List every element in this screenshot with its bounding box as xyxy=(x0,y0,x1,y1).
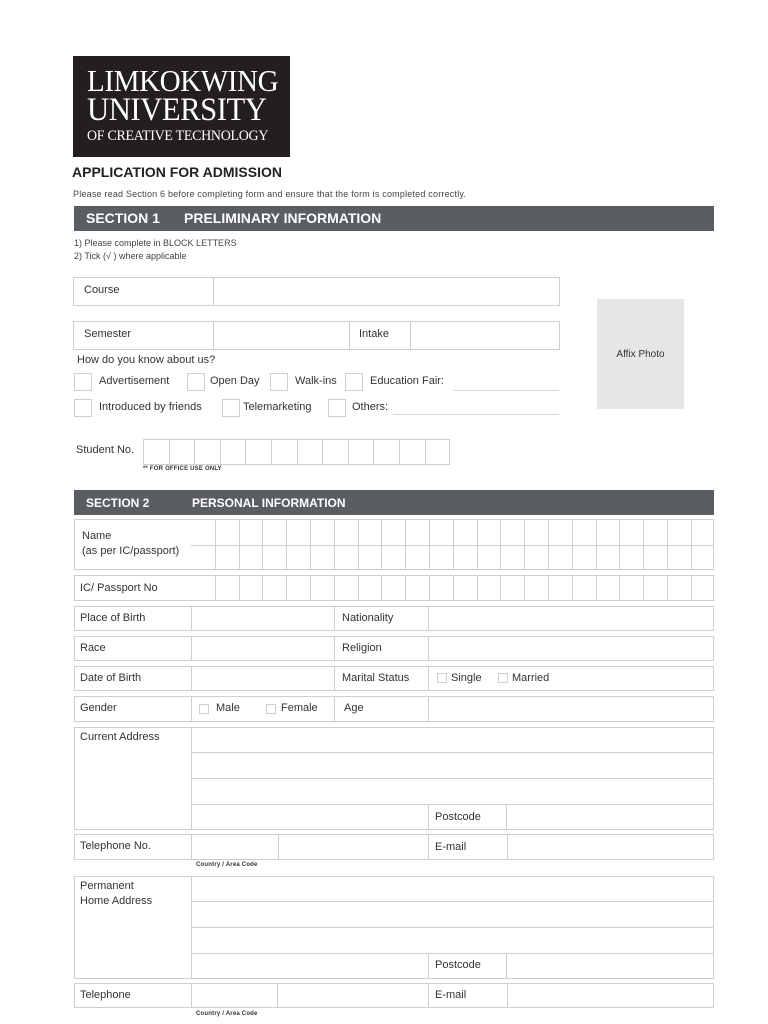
ic-cell-divider xyxy=(286,575,287,601)
ic-cell-divider xyxy=(572,575,573,601)
logo-line-1: LIMKOKWING xyxy=(87,63,279,98)
ic-cell-divider xyxy=(500,575,501,601)
ic-cell-divider xyxy=(524,575,525,601)
intake-label: Intake xyxy=(359,328,389,340)
email-label: E-mail xyxy=(435,841,467,853)
instruction-1: 1) Please complete in BLOCK LETTERS xyxy=(74,238,237,248)
male-label: Male xyxy=(216,702,240,714)
ic-cell-divider xyxy=(596,575,597,601)
friends-checkbox[interactable] xyxy=(74,399,92,417)
name-cell-divider xyxy=(548,519,549,570)
country-code-note: Country / Area Code xyxy=(196,862,258,868)
female-checkbox[interactable] xyxy=(266,704,276,714)
ic-cell-divider xyxy=(239,575,240,601)
nationality-label: Nationality xyxy=(342,612,394,624)
email-field[interactable] xyxy=(508,835,713,859)
ic-cell-divider xyxy=(405,575,406,601)
student-no-cell-divider xyxy=(245,439,246,465)
ic-cell-divider xyxy=(429,575,430,601)
ic-cell-divider xyxy=(691,575,692,601)
student-no-label: Student No. xyxy=(76,444,135,456)
student-no-cell-divider xyxy=(271,439,272,465)
marital-status-label: Marital Status xyxy=(342,672,410,684)
section1-header xyxy=(74,206,714,231)
walk-ins-checkbox[interactable] xyxy=(270,373,288,391)
age-field[interactable] xyxy=(429,697,713,721)
married-label: Married xyxy=(512,672,550,684)
email2-label: E-mail xyxy=(435,989,467,1001)
friends-label: Introduced by friends xyxy=(99,401,202,413)
postcode2-field[interactable] xyxy=(507,954,713,978)
education-fair-label: Education Fair: xyxy=(370,375,444,387)
single-label: Single xyxy=(451,672,482,684)
religion-label: Religion xyxy=(342,642,382,654)
advertisement-checkbox[interactable] xyxy=(74,373,92,391)
affix-photo-label: Affix Photo xyxy=(616,348,665,360)
name-cell-divider xyxy=(643,519,644,570)
name-cell-divider xyxy=(667,519,668,570)
date-of-birth-label: Date of Birth xyxy=(80,672,142,684)
race-label: Race xyxy=(80,642,106,654)
ic-cell-divider xyxy=(358,575,359,601)
name-label: Name xyxy=(82,530,112,542)
country-code-field[interactable] xyxy=(192,835,278,859)
ic-cell-divider xyxy=(262,575,263,601)
instruction-2: 2) Tick (√ ) where applicable xyxy=(74,251,187,261)
student-no-cell-divider xyxy=(297,439,298,465)
name-cell-divider xyxy=(239,519,240,570)
others-checkbox[interactable] xyxy=(328,399,346,417)
logo-line-2: UNIVERSITY xyxy=(87,92,267,128)
advertisement-label: Advertisement xyxy=(99,375,170,387)
student-no-cell-divider xyxy=(425,439,426,465)
name-cell-divider xyxy=(358,519,359,570)
telemarketing-checkbox[interactable] xyxy=(222,399,240,417)
nationality-field[interactable] xyxy=(429,607,713,630)
name-cell-divider xyxy=(619,519,620,570)
section2-title: PERSONAL INFORMATION xyxy=(192,496,346,510)
course-label: Course xyxy=(84,284,120,296)
name-cell-divider xyxy=(572,519,573,570)
open-day-label: Open Day xyxy=(210,375,260,387)
telemarketing-label: Telemarketing xyxy=(243,401,312,413)
ic-cell-divider xyxy=(381,575,382,601)
date-of-birth-field[interactable] xyxy=(192,667,334,690)
name-cell-divider xyxy=(453,519,454,570)
postcode2-label: Postcode xyxy=(435,959,481,971)
office-use-note: ** FOR OFFICE USE ONLY xyxy=(143,466,222,472)
name-cell-divider xyxy=(429,519,430,570)
form-notice: Please read Section 6 before completing form and ensure that the form is completed correctly. xyxy=(73,189,467,199)
email2-field[interactable] xyxy=(508,984,713,1007)
place-of-birth-field[interactable] xyxy=(192,607,334,630)
telephone-label: Telephone xyxy=(80,989,131,1001)
permanent-label: Permanent xyxy=(80,880,134,892)
name-cell-divider xyxy=(310,519,311,570)
name-cell-divider xyxy=(500,519,501,570)
age-label: Age xyxy=(344,702,364,714)
affix-photo-box xyxy=(597,299,684,409)
name-cell-divider xyxy=(596,519,597,570)
open-day-checkbox[interactable] xyxy=(187,373,205,391)
course-field[interactable] xyxy=(214,278,559,305)
ic-passport-field[interactable] xyxy=(191,576,713,600)
student-no-cell-divider xyxy=(322,439,323,465)
name-cell-divider xyxy=(334,519,335,570)
ic-cell-divider xyxy=(548,575,549,601)
name-cell-divider xyxy=(691,519,692,570)
section1-title: PRELIMINARY INFORMATION xyxy=(184,210,382,226)
name-cell-divider xyxy=(262,519,263,570)
male-checkbox[interactable] xyxy=(199,704,209,714)
gender-label: Gender xyxy=(80,702,117,714)
student-no-cell-divider xyxy=(169,439,170,465)
ic-cell-divider xyxy=(643,575,644,601)
section2-number: SECTION 2 xyxy=(86,496,150,510)
education-fair-checkbox[interactable] xyxy=(345,373,363,391)
religion-field[interactable] xyxy=(429,637,713,660)
telephone-no-label: Telephone No. xyxy=(80,840,151,852)
telephone2-field[interactable] xyxy=(278,984,428,1007)
university-logo xyxy=(73,56,290,157)
section1-number: SECTION 1 xyxy=(86,210,160,226)
student-no-cell-divider xyxy=(348,439,349,465)
student-no-cell-divider xyxy=(373,439,374,465)
female-label: Female xyxy=(281,702,318,714)
student-no-cell-divider xyxy=(194,439,195,465)
name-cell-divider xyxy=(381,519,382,570)
education-fair-line[interactable] xyxy=(453,390,559,391)
intake-field[interactable] xyxy=(411,322,559,349)
ic-passport-label: IC/ Passport No xyxy=(80,582,158,594)
form-title: APPLICATION FOR ADMISSION xyxy=(72,164,282,180)
name-label-sub: (as per IC/passport) xyxy=(82,545,180,557)
ic-cell-divider xyxy=(619,575,620,601)
postcode-label: Postcode xyxy=(435,811,481,823)
walk-ins-label: Walk-ins xyxy=(295,375,337,387)
telephone-no-field[interactable] xyxy=(279,835,428,859)
race-field[interactable] xyxy=(192,637,334,660)
ic-cell-divider xyxy=(667,575,668,601)
single-checkbox[interactable] xyxy=(437,673,447,683)
place-of-birth-label: Place of Birth xyxy=(80,612,146,624)
home-address-label: Home Address xyxy=(80,895,153,907)
how-know-label: How do you know about us? xyxy=(77,354,216,366)
current-address-field[interactable] xyxy=(192,728,713,803)
married-checkbox[interactable] xyxy=(498,673,508,683)
country-code2-field[interactable] xyxy=(192,984,277,1007)
ic-cell-divider xyxy=(453,575,454,601)
section2-header xyxy=(74,490,714,515)
name-cell-divider xyxy=(215,519,216,570)
name-cell-divider xyxy=(286,519,287,570)
student-no-cell-divider xyxy=(220,439,221,465)
ic-cell-divider xyxy=(215,575,216,601)
student-no-cell-divider xyxy=(399,439,400,465)
ic-cell-divider xyxy=(334,575,335,601)
country-code-note-2: Country / Area Code xyxy=(196,1011,258,1017)
name-cell-divider xyxy=(524,519,525,570)
ic-cell-divider xyxy=(477,575,478,601)
postcode-field[interactable] xyxy=(507,805,713,829)
logo-line-3: OF CREATIVE TECHNOLOGY xyxy=(87,128,269,144)
others-label: Others: xyxy=(352,401,389,413)
ic-cell-divider xyxy=(310,575,311,601)
current-address-label: Current Address xyxy=(80,731,160,743)
name-cell-divider xyxy=(405,519,406,570)
semester-label: Semester xyxy=(84,328,132,340)
semester-field[interactable] xyxy=(214,322,349,349)
others-line[interactable] xyxy=(393,414,559,415)
name-cell-divider xyxy=(477,519,478,570)
permanent-address-field[interactable] xyxy=(192,877,713,952)
